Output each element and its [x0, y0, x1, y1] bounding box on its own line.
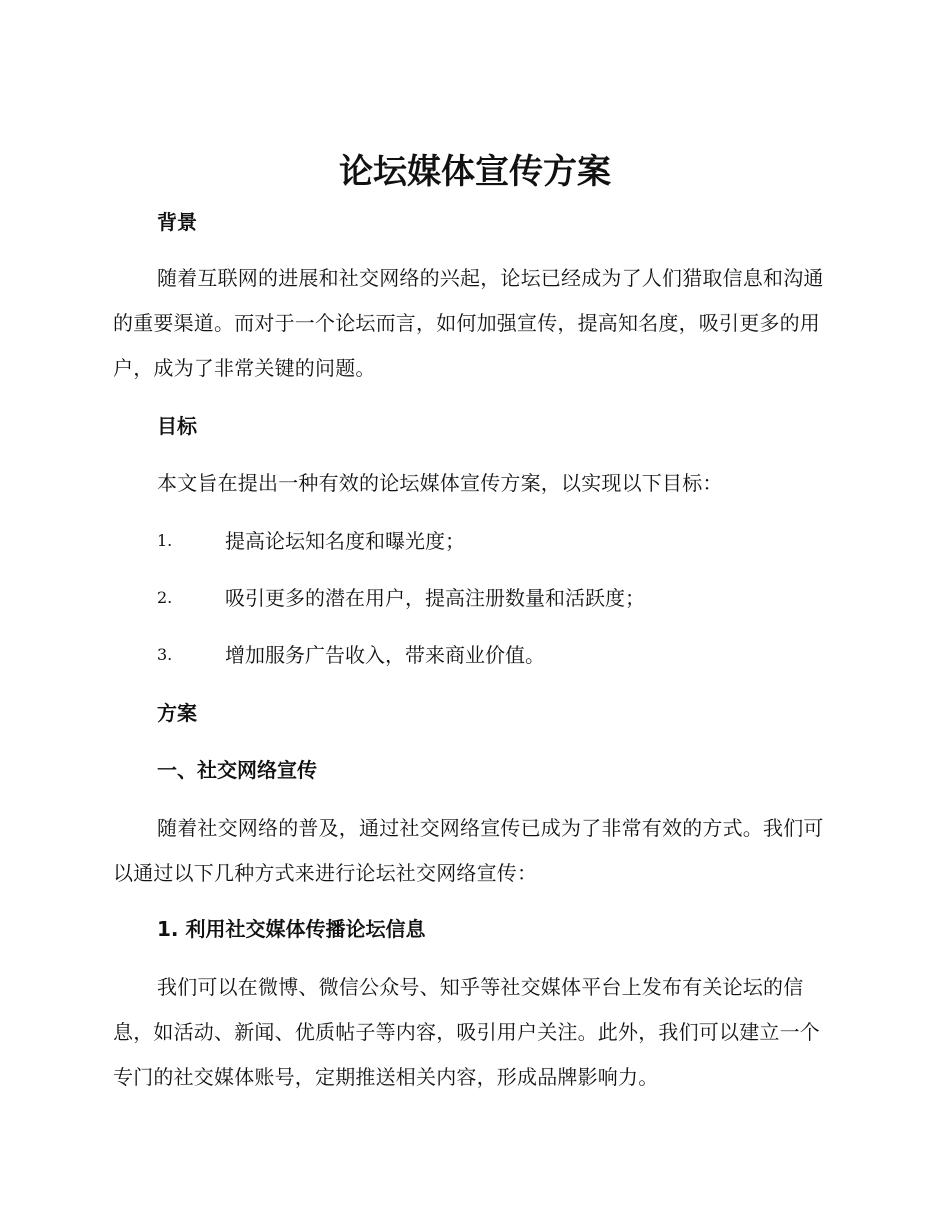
goal-list-item	[157, 641, 545, 669]
goals-heading: 目标	[157, 414, 197, 438]
goals-intro-paragraph: 本文旨在提出一种有效的论坛媒体宣传方案，以实现以下目标：	[157, 471, 723, 495]
social-media-paragraph: 我们可以在微博、微信公众号、知乎等社交媒体平台上发布有关论坛的信息，如活动、新闻、优质帖子等内容，吸引用户关注。此外，我们可以建立一个专门的社交媒体账号，定期推送相关内容，形成品牌影响力。	[113, 975, 820, 1089]
list-number: 2.	[157, 588, 173, 607]
list-number: 1.	[157, 531, 173, 550]
list-number: 3.	[157, 645, 173, 664]
goal-list-item	[157, 527, 465, 555]
social-media-subheading: 1. 利用社交媒体传播论坛信息	[157, 917, 426, 941]
list-text: 增加服务广告收入，带来商业价值。	[225, 643, 545, 667]
goal-list-item	[157, 584, 645, 612]
social-network-paragraph: 随着社交网络的普及，通过社交网络宣传已成为了非常有效的方式。我们可以通过以下几种方式来进行论坛社交网络宣传：	[113, 816, 824, 885]
list-text: 吸引更多的潜在用户，提高注册数量和活跃度；	[225, 586, 645, 610]
background-paragraph: 随着互联网的进展和社交网络的兴起，论坛已经成为了人们猎取信息和沟通的重要渠道。而对于一个论坛而言，如何加强宣传，提高知名度，吸引更多的用户，成为了非常关键的问题。	[113, 266, 824, 380]
background-heading: 背景	[157, 210, 197, 234]
document-title: 论坛媒体宣传方案	[339, 152, 611, 192]
social-network-heading: 一、社交网络宣传	[157, 758, 317, 782]
plan-heading: 方案	[157, 701, 197, 725]
list-text: 提高论坛知名度和曝光度；	[225, 529, 465, 553]
